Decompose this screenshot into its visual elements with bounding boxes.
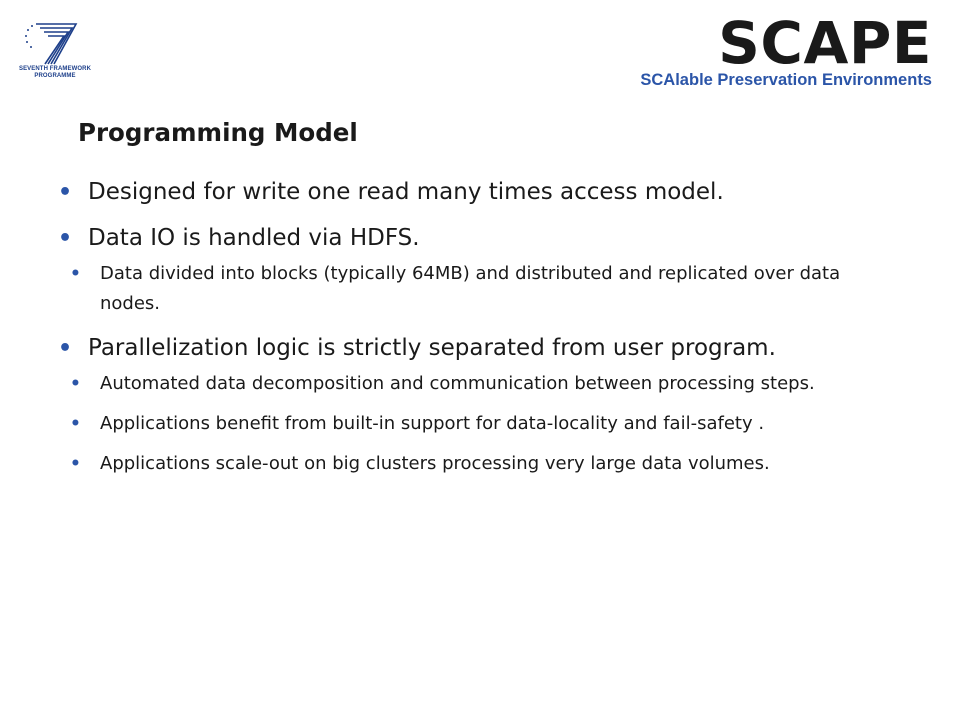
fp7-caption-line2: PROGRAMME xyxy=(34,73,76,79)
fp7-caption xyxy=(14,66,96,80)
sub-bullet-text: Data divided into blocks (typically 64MB) and distributed and replicated over data nodes. xyxy=(100,263,841,314)
sub-bullet-text: Automated data decomposition and communication between processing steps. xyxy=(100,373,815,394)
sub-bullet-text: Applications scale-out on big clusters processing very large data volumes. xyxy=(100,453,770,474)
sub-bullet-item xyxy=(58,259,903,319)
sub-bullet-item xyxy=(58,369,903,399)
bullet-item xyxy=(58,332,903,479)
fp7-seven-icon xyxy=(14,18,96,66)
sub-bullet-item xyxy=(58,409,903,439)
sub-bullet-item xyxy=(58,449,903,479)
bullet-item xyxy=(58,176,903,209)
bullet-dot-icon: • xyxy=(58,226,73,251)
fp7-logo xyxy=(14,18,96,82)
sub-bullet-dot-icon: • xyxy=(70,264,81,284)
bullet-list xyxy=(58,176,903,492)
brand-subtitle: SCAlable Preservation Environments xyxy=(640,71,932,89)
sub-bullet-dot-icon: • xyxy=(70,374,81,394)
sub-bullet-dot-icon: • xyxy=(70,414,81,434)
bullet-text: Parallelization logic is strictly separated from user program. xyxy=(88,335,776,361)
bullet-text: Data IO is handled via HDFS. xyxy=(88,225,420,251)
sub-bullet-list xyxy=(58,259,903,319)
bullet-dot-icon: • xyxy=(58,336,73,361)
sub-bullet-dot-icon: • xyxy=(70,454,81,474)
bullet-text: Designed for write one read many times access model. xyxy=(88,179,724,205)
sub-bullet-list xyxy=(58,369,903,479)
fp7-caption-line1: SEVENTH FRAMEWORK xyxy=(18,66,92,72)
bullet-dot-icon: • xyxy=(58,180,73,205)
slide-title: Programming Model xyxy=(78,118,358,147)
sub-bullet-text: Applications benefit from built-in support for data-locality and fail-safety . xyxy=(100,413,765,434)
bullet-item xyxy=(58,222,903,319)
brand-title: SCAPE xyxy=(718,9,932,77)
scape-brand xyxy=(640,10,932,90)
